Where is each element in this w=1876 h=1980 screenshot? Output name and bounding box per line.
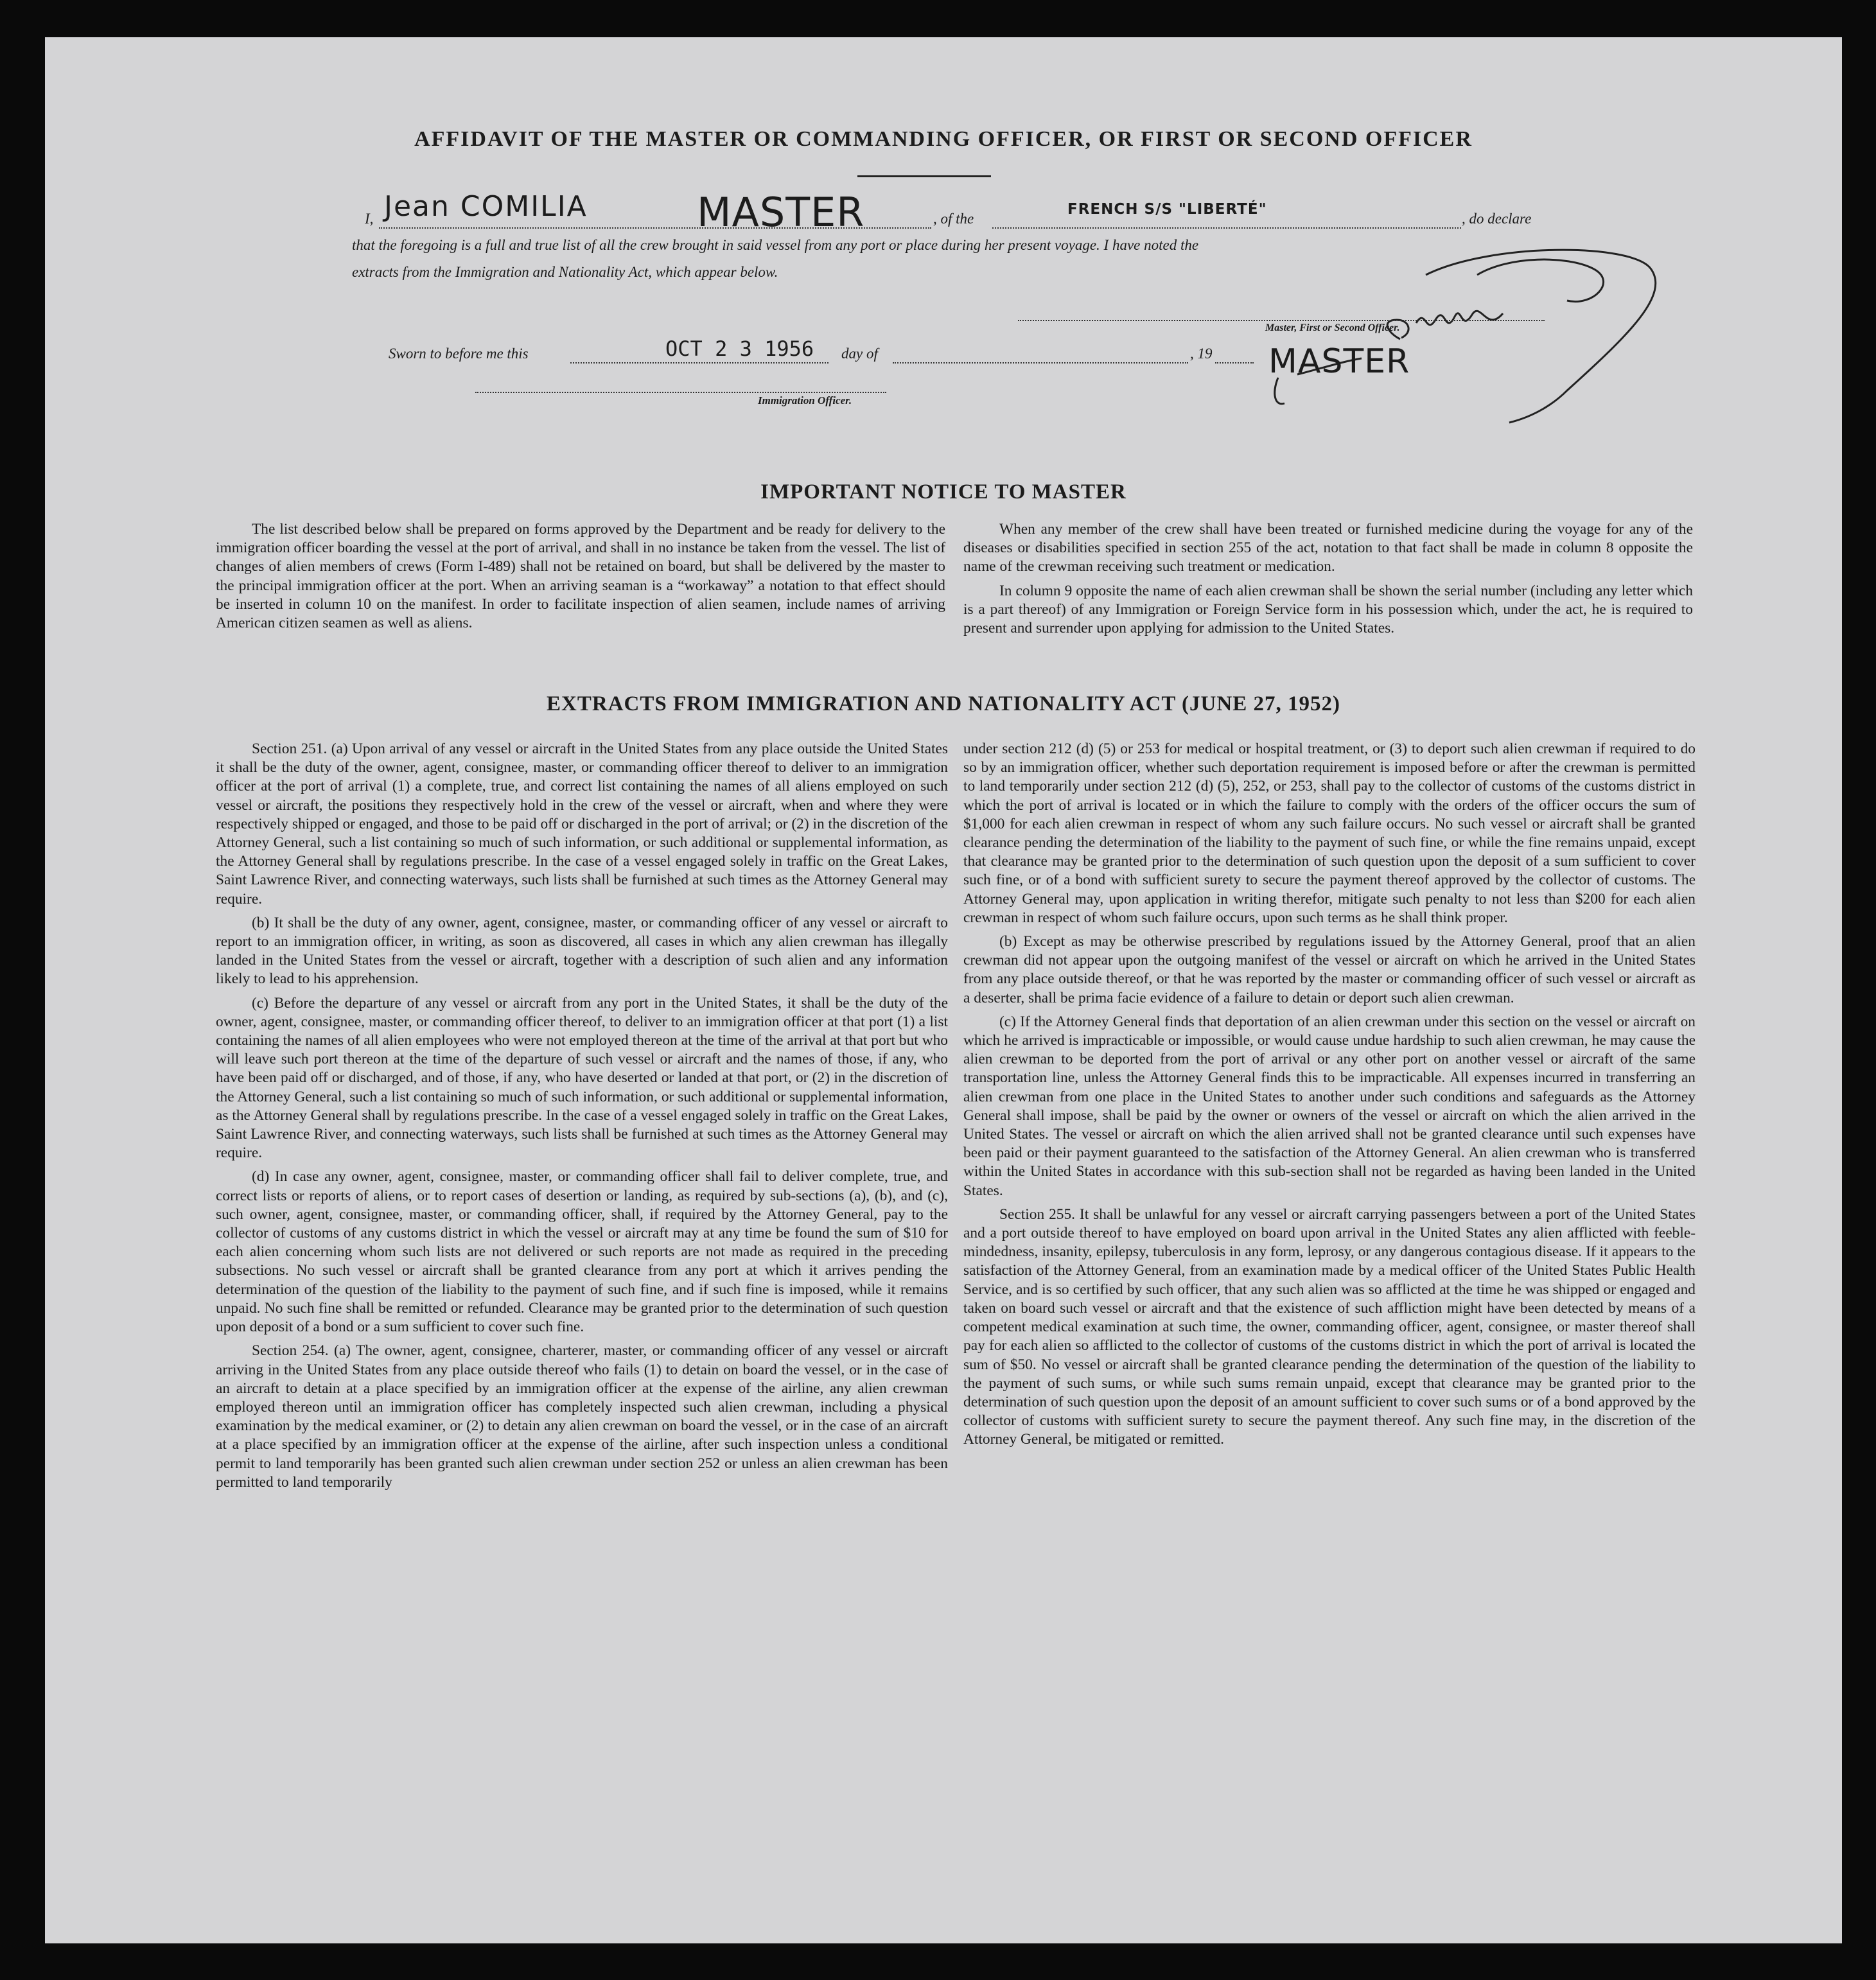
- title-divider: [857, 175, 991, 177]
- extracts-title: EXTRACTS FROM IMMIGRATION AND NATIONALITY ACT (JUNE 27, 1952): [547, 692, 1340, 715]
- immigration-officer-line: [475, 392, 886, 393]
- extracts-left-column: [216, 740, 948, 1497]
- notice-right-column: [963, 520, 1693, 643]
- section-254a: Section 254. (a) The owner, agent, consignee, charterer, master, or commanding officer of any vessel or aircraft arriving in the United States from any place outside thereof who fails (1) to detain on board the vessel, or in the case of an aircraft to detain at a place specified by an immigration officer at the expense of the airline, any alien crewman employed thereon until an immigration officer has completely inspected such alien crewman, including a physical examination by the medical examiner, or (2) to detain any alien crewman on board the vessel, or in the case of an aircraft at a place specified by an immigration officer at the expense of the airline, after such inspection unless a conditional permit to land temporarily has been granted such alien crewman under section 252 or unless an alien crewman has been permitted to land temporarily: [216, 1342, 948, 1491]
- document-sheet: [45, 37, 1842, 1943]
- vessel-line: [992, 227, 1461, 229]
- vessel-name: FRENCH S/S "LIBERTÉ": [1067, 201, 1267, 218]
- day-of-label: day of: [841, 346, 878, 362]
- officer-caption: Master, First or Second Officer.: [1265, 322, 1400, 333]
- declaration-line-2: extracts from the Immigration and Nationality Act, which appear below.: [352, 264, 778, 280]
- notice-left-column: [216, 520, 945, 638]
- immigration-officer-caption: Immigration Officer.: [758, 394, 852, 407]
- notice-title: IMPORTANT NOTICE TO MASTER: [760, 480, 1126, 504]
- notice-right-paragraph-1: When any member of the crew shall have been treated or furnished medicine during the voyage for any of the diseases or disabilities specified in section 255 of the act, notation to that fact shall be made in column 8 opposite the name of the crewman receiving such treatment or medication.: [963, 521, 1693, 575]
- declaration-line-1: that the foregoing is a full and true list of all the crew brought in said vessel from any port or place during her present voyage. I have noted the: [352, 237, 1199, 253]
- sworn-date: OCT 2 3 1956: [665, 337, 814, 361]
- notice-right-paragraph-2: In column 9 opposite the name of each alien crewman shall be shown the serial number (including any letter which is a part thereof) of any Immigration or Foreign Service form in his possession which, under the act, he is required to present and surrender upon applying for admission to the United States.: [963, 582, 1693, 637]
- section-251d: (d) In case any owner, agent, consignee, master, or commanding officer shall fail to deliver complete, true, and correct lists or reports of aliens, or to report cases of desertion or landing, as required by sub-sections (a), (b), and (c), such owner, agent, consignee, master, or commanding officer, shall, if required by the Attorney General, pay to the collector of customs of any customs district in which the vessel or aircraft may at any time be found the sum of $10 for each alien concerning whom such lists are not delivered or such reports are not made as required in the preceding subsections. No such vessel or aircraft shall be granted clearance from any port at which it arrives pending the determination of the question of the liability to the payment of such fine, and if such fine is imposed, while it remains unpaid. No such fine shall be remitted or refunded. Clearance may be granted prior to the determination of such question upon deposit of a bond or a sum sufficient to cover such fine.: [216, 1168, 948, 1336]
- master-rank: MASTER: [697, 189, 865, 236]
- section-254b: (b) Except as may be otherwise prescribed by regulations issued by the Attorney General, proof that an alien crewman did not appear upon the outgoing manifest of the vessel or aircraft on which he arrived in the United States from any place outside thereof, or that he was reported by the master or commanding officer of such vessel or aircraft as a deserter, shall be prima facie evidence of a failure to detain or deport such alien crewman.: [963, 933, 1696, 1006]
- name-line: [379, 227, 931, 229]
- of-the-label: , of the: [933, 211, 974, 227]
- section-254c: (c) If the Attorney General finds that deportation of an alien crewman under this section on the vessel or aircraft on which he arrived is impracticable or impossible, or would cause undue hardship to such alien crewman, he may cause the alien crewman to be deported from the port of arrival or any other port on another vessel or aircraft of the same transportation line, unless the Attorney General finds this to be impracticable. All expenses incurred in transferring an alien crewman from one place in the United States to another under such conditions and safeguards as the Attorney General shall impose, shall be paid by the owner or owners of the vessel or aircraft on which the alien arrived in the United States. The vessel or aircraft on which the alien arrived shall not be granted clearance until such expenses have been paid or their payment guaranteed to the satisfaction of the Attorney General. An alien crewman who is transferred within the United States in accordance with this sub-section shall not be regarded as having been landed in the United States.: [963, 1013, 1696, 1199]
- officer-signature-line: [1018, 320, 1545, 321]
- month-line: [893, 362, 1188, 364]
- sworn-date-line: [570, 362, 828, 364]
- master-stamp: MASTER: [1268, 342, 1410, 381]
- sworn-label: Sworn to before me this: [389, 346, 529, 362]
- do-declare-label: , do declare: [1462, 211, 1532, 227]
- extracts-right-column: [963, 740, 1696, 1455]
- section-251b: (b) It shall be the duty of any owner, agent, consignee, master, or commanding officer of any vessel or aircraft to report to an immigration officer, in writing, as soon as discovered, all cases in which any alien crewman has illegally landed in the United States from the vessel or aircraft, together with a description of such alien and any information likely to lead to his apprehension.: [216, 914, 948, 988]
- affidavit-title: AFFIDAVIT OF THE MASTER OR COMMANDING OFFICER, OR FIRST OR SECOND OFFICER: [414, 127, 1473, 151]
- master-name: Jean COMILIA: [384, 190, 588, 223]
- year-line: [1215, 362, 1254, 364]
- notice-left-paragraph: The list described below shall be prepared on forms approved by the Department and be ready for delivery to the immigration officer boarding the vessel at the port of arrival, and shall in no instance be taken from the vessel. The list of changes of alien members of crews (Form I-489) shall not be retained on board, but shall be delivered by the master to the principal immigration officer at the port. When an arriving seaman is a “workaway” a notation to that effect should be inserted in column 10 on the manifest. In order to facilitate inspection of alien seamen, include names of arriving American citizen seamen as well as aliens.: [216, 521, 945, 632]
- section-254a-continued: under section 212 (d) (5) or 253 for medical or hospital treatment, or (3) to deport such alien crewman if required to do so by an immigration officer, whether such deportation requirement is imposed before or after the crewman is permitted to land temporarily under section 212 (d) (5), 252, or 253, shall pay to the collector of customs of the customs district in which the port of arrival is located or in which the failure to comply with the orders of the officer occurs the sum of $1,000 for each alien crewman in respect of whom any such failure occurs. No such vessel or aircraft shall be granted clearance pending the determination of the liability to the payment of such fine, or while the fine remains unpaid, except that clearance may be granted prior to the determination of such question upon the deposit of a sum sufficient to cover such fine, or of a bond with sufficient surety to secure the payment thereof approved by the collector of customs. The Attorney General may, upon application in writing therefor, mitigate such penalty to not less than $200 for each alien crewman in respect of whom such failure occurs, upon such terms as he shall think proper.: [963, 740, 1696, 926]
- section-251c: (c) Before the departure of any vessel or aircraft from any port in the United States, it shall be the duty of the owner, agent, consignee, master, or commanding officer thereof, to deliver to an immigration officer at that port (1) a list containing the names of all alien employees who were not employed thereon at the time of the arrival at that port but who will leave such port thereon at the time of the departure of such vessel or aircraft and the names of those, if any, who have been paid off or discharged, and of those, if any, who have deserted or landed at that port, or (2) in the discretion of the Attorney General, such a list containing so much of such information, or such additional or supplemental information, as the Attorney General shall by regulations prescribe. In the case of a vessel engaged solely in traffic on the Great Lakes, Saint Lawrence River, and connecting waterways, such lists shall be furnished at such times as the Attorney General may require.: [216, 994, 948, 1162]
- section-255: Section 255. It shall be unlawful for any vessel or aircraft carrying passengers between a port of the United States and a port outside thereof to have employed on board upon arrival in the United States any alien afflicted with feeble-mindedness, insanity, epilepsy, tuberculosis in any form, leprosy, or any dangerous contagious disease. If it appears to the satisfaction of the Attorney General, from an examination made by a medical officer of the United States Public Health Service, and is so certified by such officer, that any such alien was so afflicted at the time he was shipped or engaged and taken on board such vessel or aircraft and that the existence of such affliction might have been detected by means of a competent medical examination at such time, the owner, commanding officer, agent, consignee, or master thereof shall pay for each alien so afflicted to the collector of customs of the customs district in which the port of arrival is located the sum of $50. No vessel or aircraft shall be granted clearance pending the determination of the question of the liability to the payment of such sums, or while such sums remain unpaid, except that clearance may be granted prior to the determination of such question upon the deposit of an amount sufficient to cover such sums or of a bond approved by the collector of customs with sufficient surety to secure the payment thereof. Any such fine may, in the discretion of the Attorney General, be mitigated or remitted.: [963, 1205, 1696, 1448]
- year-prefix: , 19: [1190, 346, 1213, 362]
- section-251a: Section 251. (a) Upon arrival of any vessel or aircraft in the United States from any place outside the United States it shall be the duty of the owner, agent, consignee, master, or commanding officer thereof to deliver to an immigration officer at the port of arrival (1) a complete, true, and correct list containing the names of all aliens employed on such vessel or aircraft, the positions they respectively hold in the crew of the vessel or aircraft, when and where they were respectively shipped or engaged, and those to be paid off or discharged in the port of arrival; or (2) in the discretion of the Attorney General, such a list containing so much of such information, or such additional or supplemental information, as the Attorney General shall by regulations prescribe. In the case of a vessel engaged solely in traffic on the Great Lakes, Saint Lawrence River, and connecting waterways, such lists shall be furnished at such times as the Attorney General may require.: [216, 740, 948, 907]
- i-prefix: I,: [365, 211, 374, 227]
